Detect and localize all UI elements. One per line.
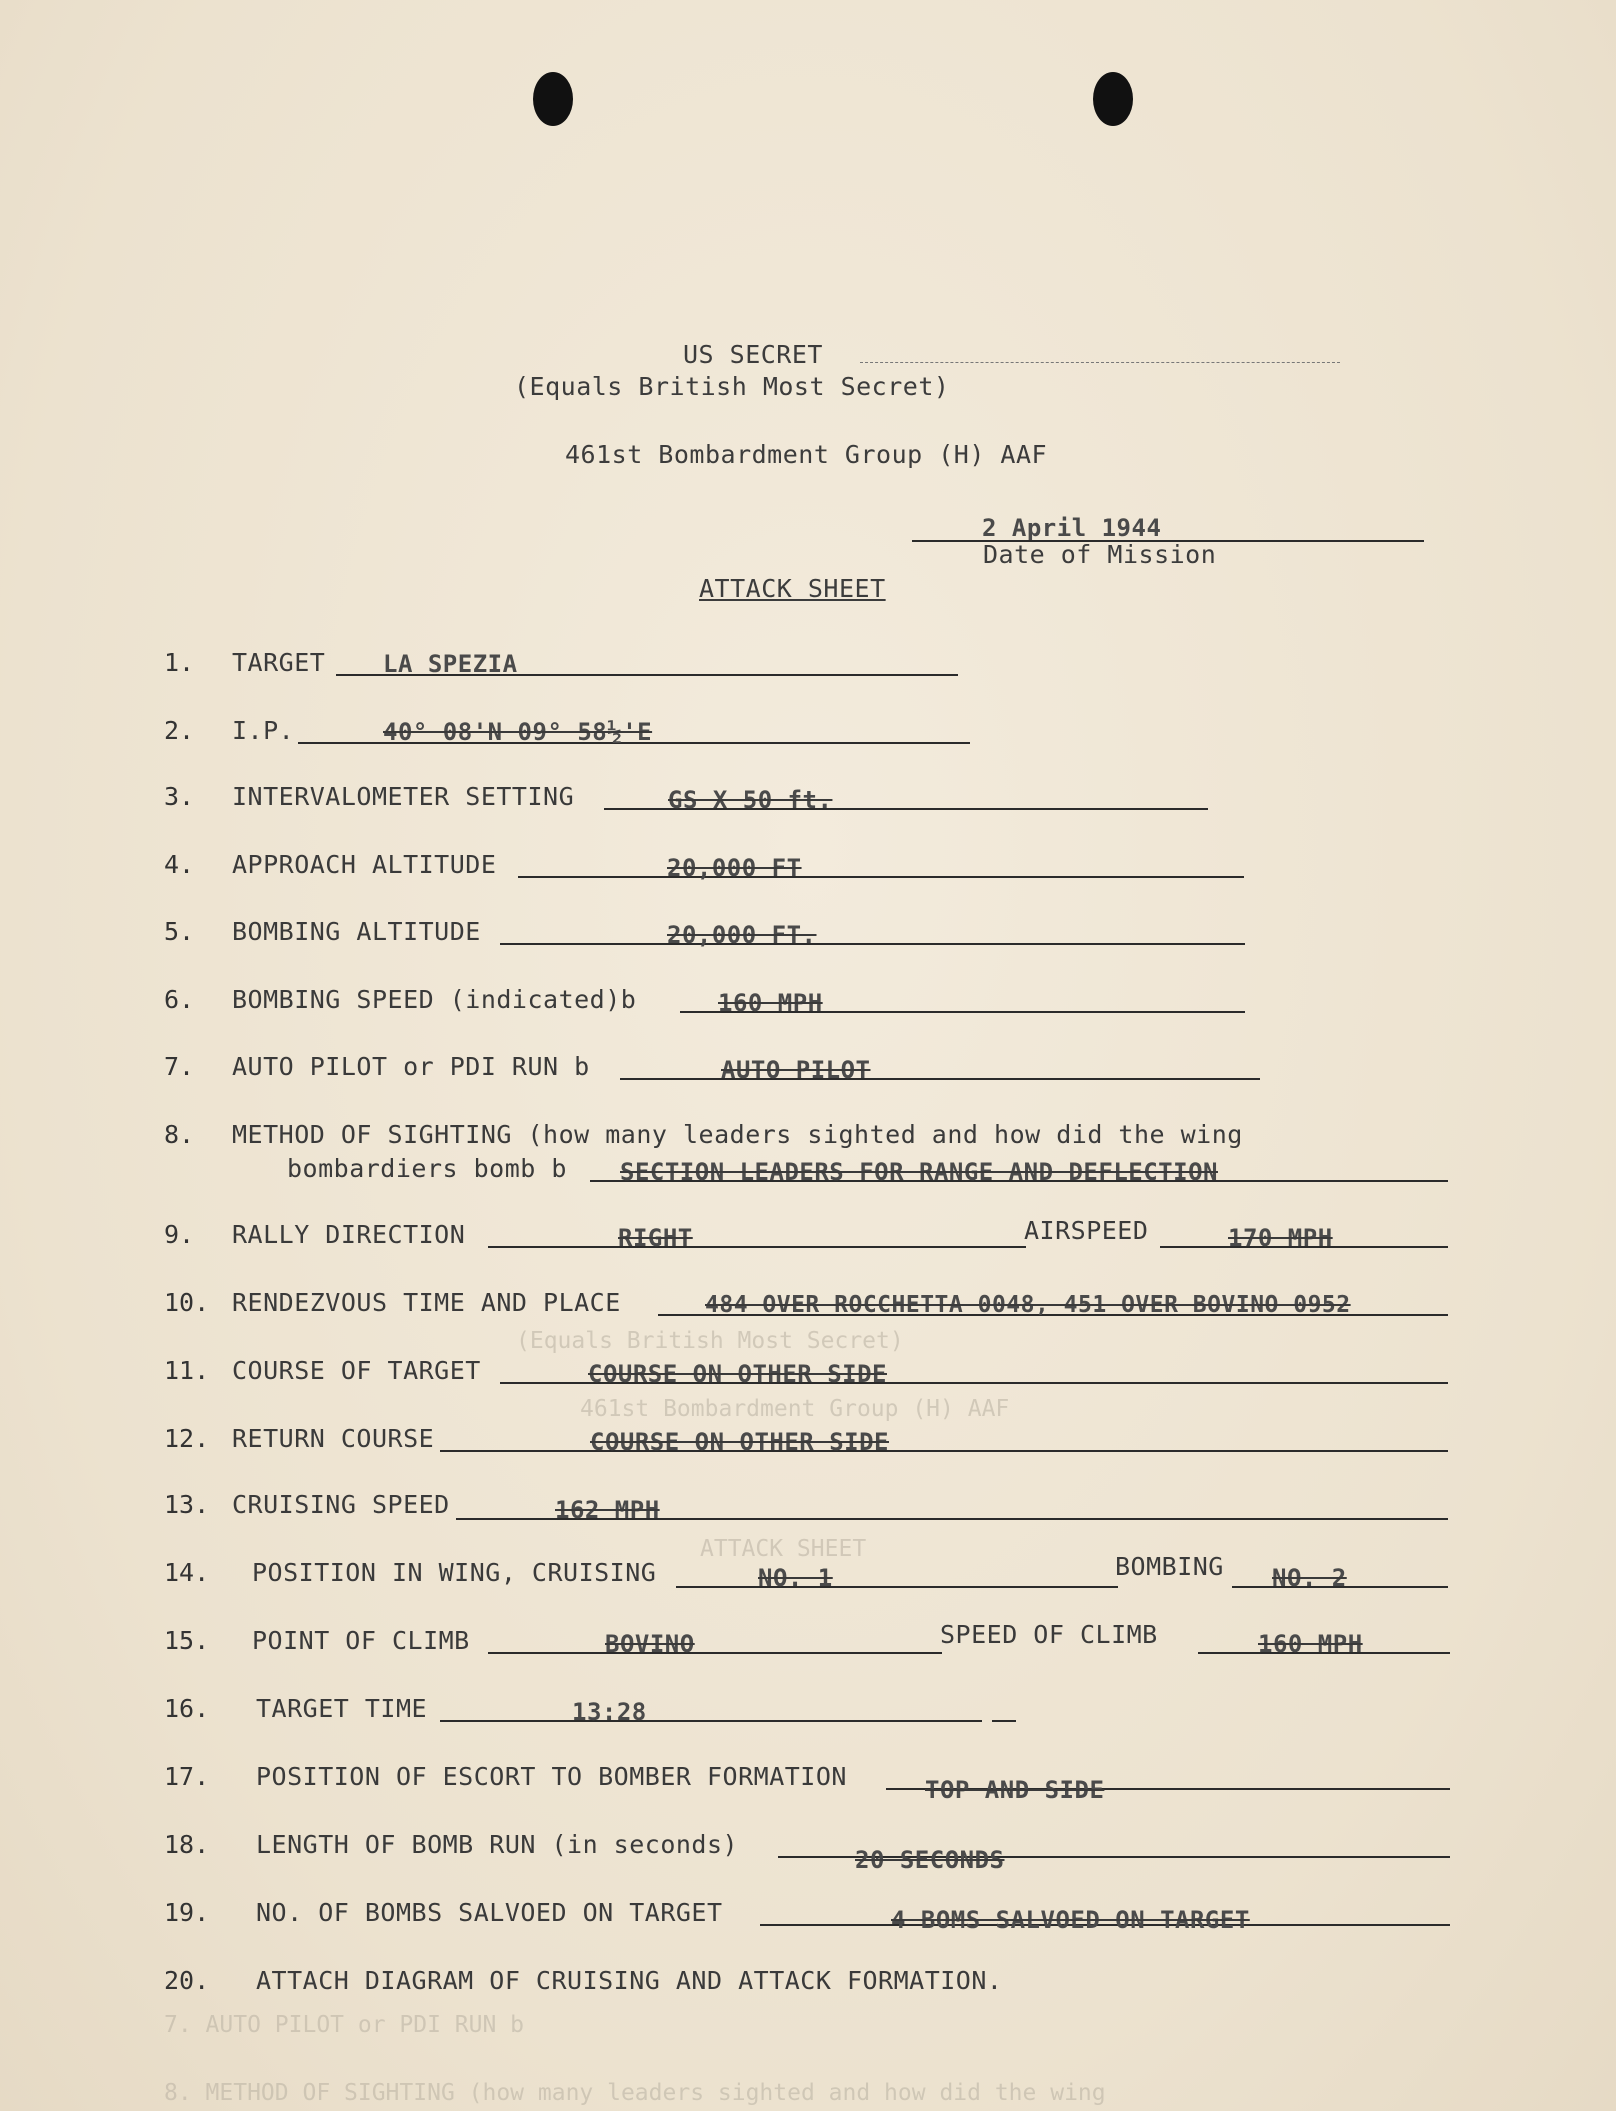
item-16-line-tail bbox=[992, 1720, 1016, 1722]
item-17-label: POSITION OF ESCORT TO BOMBER FORMATION bbox=[256, 1762, 847, 1791]
item-7-line bbox=[620, 1078, 1260, 1080]
item-7-number: 7. bbox=[164, 1052, 195, 1081]
unit-name: 461st Bombardment Group (H) AAF bbox=[565, 440, 1048, 469]
item-8-label-cont: bombardiers bomb b bbox=[287, 1154, 567, 1183]
item-14-value-b: NO. 2 bbox=[1272, 1564, 1347, 1592]
item-19-value: 4 BOMS SALVOED ON TARGET bbox=[891, 1906, 1250, 1934]
item-7-value: AUTO PILOT bbox=[721, 1056, 871, 1084]
item-14-label-b: BOMBING bbox=[1115, 1552, 1224, 1581]
item-10-number: 10. bbox=[164, 1288, 210, 1317]
item-17-value: TOP AND SIDE bbox=[925, 1776, 1105, 1804]
item-5-label: BOMBING ALTITUDE bbox=[232, 917, 481, 946]
sheet-title: ATTACK SHEET bbox=[699, 574, 886, 603]
item-13-number: 13. bbox=[164, 1490, 210, 1519]
item-6-value: 160 MPH bbox=[718, 989, 823, 1017]
item-3-value: GS X 50 ft. bbox=[668, 786, 833, 814]
item-18-value: 20 SECONDS bbox=[855, 1846, 1005, 1874]
item-4-number: 4. bbox=[164, 850, 195, 879]
item-16-value: 13:28 bbox=[572, 1698, 647, 1726]
item-9-number: 9. bbox=[164, 1220, 195, 1249]
item-4-label: APPROACH ALTITUDE bbox=[232, 850, 497, 879]
item-15-label: POINT OF CLIMB bbox=[252, 1626, 470, 1655]
item-3-number: 3. bbox=[164, 782, 195, 811]
item-18-label: LENGTH OF BOMB RUN (in seconds) bbox=[256, 1830, 739, 1859]
item-15-line bbox=[488, 1652, 942, 1654]
item-11-value: COURSE ON OTHER SIDE bbox=[588, 1360, 887, 1388]
classification: US SECRET bbox=[683, 340, 823, 369]
item-4-line bbox=[518, 876, 1244, 878]
item-3-label: INTERVALOMETER SETTING bbox=[232, 782, 575, 811]
item-10-value: 484 OVER ROCCHETTA 0048, 451 OVER BOVINO 0952 bbox=[705, 1292, 1351, 1318]
item-5-line bbox=[500, 943, 1245, 945]
item-8-number: 8. bbox=[164, 1120, 195, 1149]
item-7-label: AUTO PILOT or PDI RUN b bbox=[232, 1052, 590, 1081]
item-15-value: BOVINO bbox=[605, 1630, 695, 1658]
item-6-number: 6. bbox=[164, 985, 195, 1014]
item-14-number: 14. bbox=[164, 1558, 210, 1587]
item-9-label-b: AIRSPEED bbox=[1024, 1216, 1149, 1245]
item-11-label: COURSE OF TARGET bbox=[232, 1356, 481, 1385]
ghost-text-1: (Equals British Most Secret) bbox=[516, 1328, 904, 1354]
item-4-value: 20,000 FT bbox=[667, 854, 802, 882]
item-12-value: COURSE ON OTHER SIDE bbox=[590, 1428, 889, 1456]
item-1-value: LA SPEZIA bbox=[383, 650, 518, 678]
item-19-number: 19. bbox=[164, 1898, 210, 1927]
date-label: Date of Mission bbox=[983, 540, 1217, 569]
item-1-label: TARGET bbox=[232, 648, 326, 677]
item-9-value-b: 170 MPH bbox=[1228, 1224, 1333, 1252]
item-8-label: METHOD OF SIGHTING (how many leaders sighted and how did the wing bbox=[232, 1120, 1243, 1149]
item-2-value: 40° 08'N 09° 58½'E bbox=[383, 718, 653, 746]
item-14-value: NO. 1 bbox=[758, 1564, 833, 1592]
item-15-number: 15. bbox=[164, 1626, 210, 1655]
mission-date: 2 April 1944 bbox=[982, 514, 1162, 542]
item-10-label: RENDEZVOUS TIME AND PLACE bbox=[232, 1288, 621, 1317]
item-16-line bbox=[440, 1720, 982, 1722]
item-12-label: RETURN COURSE bbox=[232, 1424, 435, 1453]
item-9-line bbox=[488, 1246, 1026, 1248]
ghost-text-4: 7. AUTO PILOT or PDI RUN b bbox=[164, 2012, 525, 2038]
item-9-label: RALLY DIRECTION bbox=[232, 1220, 466, 1249]
item-20-number: 20. bbox=[164, 1966, 210, 1995]
item-15-value-b: 160 MPH bbox=[1258, 1630, 1363, 1658]
classification-rule bbox=[860, 362, 1340, 363]
item-15-label-b: SPEED OF CLIMB bbox=[940, 1620, 1158, 1649]
item-6-label: BOMBING SPEED (indicated)b bbox=[232, 985, 637, 1014]
item-11-number: 11. bbox=[164, 1356, 210, 1385]
item-14-line bbox=[676, 1586, 1118, 1588]
item-9-value: RIGHT bbox=[618, 1224, 693, 1252]
item-5-number: 5. bbox=[164, 917, 195, 946]
item-14-label: POSITION IN WING, CRUISING bbox=[252, 1558, 657, 1587]
item-19-label: NO. OF BOMBS SALVOED ON TARGET bbox=[256, 1898, 723, 1927]
item-13-label: CRUISING SPEED bbox=[232, 1490, 450, 1519]
item-5-value: 20,000 FT. bbox=[667, 921, 817, 949]
item-17-number: 17. bbox=[164, 1762, 210, 1791]
item-20-label: ATTACH DIAGRAM OF CRUISING AND ATTACK FORMATION. bbox=[256, 1966, 1003, 1995]
ghost-text-5: 8. METHOD OF SIGHTING (how many leaders sighted and how did the wing bbox=[164, 2080, 1106, 2106]
item-16-label: TARGET TIME bbox=[256, 1694, 428, 1723]
punch-hole-right bbox=[1093, 72, 1133, 126]
ghost-text-2: 461st Bombardment Group (H) AAF bbox=[580, 1396, 1010, 1422]
ghost-text-3: ATTACK SHEET bbox=[700, 1536, 867, 1562]
item-1-number: 1. bbox=[164, 648, 195, 677]
item-2-label: I.P. bbox=[232, 716, 295, 745]
item-8-value: SECTION LEADERS FOR RANGE AND DEFLECTION bbox=[620, 1158, 1218, 1186]
classification-equals: (Equals British Most Secret) bbox=[514, 372, 950, 401]
item-2-number: 2. bbox=[164, 716, 195, 745]
punch-hole-left bbox=[533, 72, 573, 126]
item-13-value: 162 MPH bbox=[555, 1496, 660, 1524]
item-12-number: 12. bbox=[164, 1424, 210, 1453]
item-18-number: 18. bbox=[164, 1830, 210, 1859]
item-16-number: 16. bbox=[164, 1694, 210, 1723]
